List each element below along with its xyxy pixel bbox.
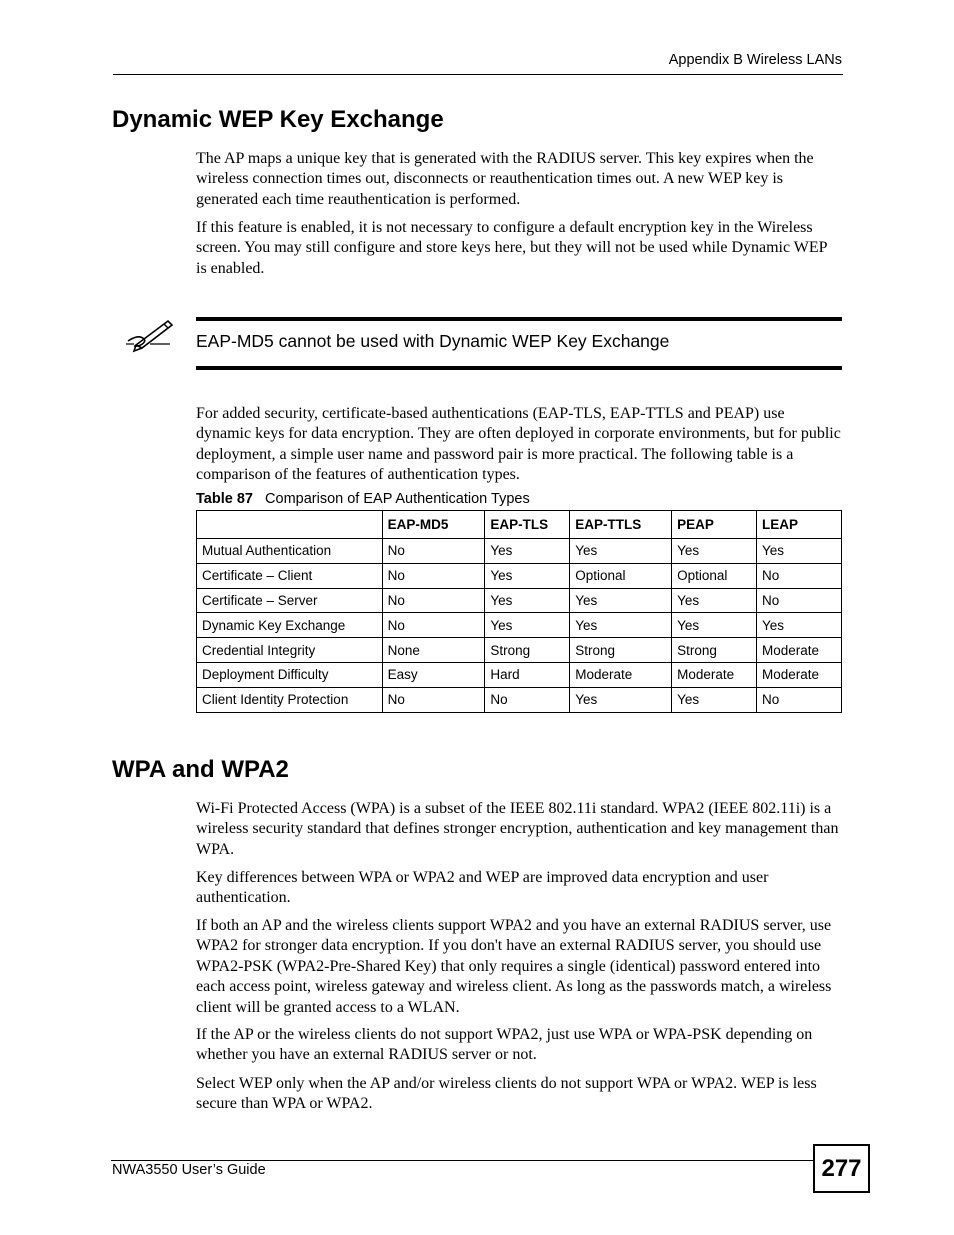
footer-guide-title: NWA3550 User’s Guide [112,1162,266,1178]
paragraph: If the AP or the wireless clients do not support WPA2, just use WPA or WPA-PSK depending on whether you have an external RADIUS server or not. [196,1026,813,1064]
row-label: Certificate – Server [197,588,383,613]
page-number: 277 [813,1144,870,1193]
table-cell: Yes [672,539,757,564]
table-row [197,539,842,564]
table-cell: Yes [485,539,570,564]
table-cell: No [757,563,842,588]
table-cell: Yes [672,687,757,712]
column-header: PEAP [672,511,757,539]
paragraph: The AP maps a unique key that is generated with the RADIUS server. This key expires when the wireless connection times out, disconnects or reauthentication times out. A new WEP key is generated each time reauthentication is performed. [196,150,814,208]
table-cell: None [382,638,485,663]
table-cell: No [382,563,485,588]
table-cell: Yes [570,687,672,712]
pencil-note-icon [124,315,174,353]
row-label: Dynamic Key Exchange [197,613,383,638]
table-header-row [197,511,842,539]
table-row [197,588,842,613]
table-row [197,613,842,638]
column-header: EAP-MD5 [382,511,485,539]
table-row [197,662,842,687]
table-cell: Yes [757,613,842,638]
row-label: Certificate – Client [197,563,383,588]
table-cell: Moderate [757,638,842,663]
table-cell: Yes [570,588,672,613]
table-cell: Strong [485,638,570,663]
eap-comparison-table [196,510,842,713]
table-cell: No [485,687,570,712]
table-cell: No [757,588,842,613]
table-cell: Yes [672,613,757,638]
table-cell: Yes [672,588,757,613]
column-header [197,511,383,539]
table-cell: No [757,687,842,712]
table-cell: No [382,613,485,638]
row-label: Deployment Difficulty [197,662,383,687]
table-cell: Optional [570,563,672,588]
paragraph: Key differences between WPA or WPA2 and WEP are improved data encryption and user authentication. [196,869,769,907]
table-row [197,687,842,712]
footer-rule [111,1160,815,1161]
table-cell: Yes [757,539,842,564]
table-row [197,638,842,663]
paragraph: Wi-Fi Protected Access (WPA) is a subset of the IEEE 802.11i standard. WPA2 (IEEE 802.11i) is a wireless security standard that defines stronger encryption, authentication and key management than WPA. [196,800,839,858]
running-header: Appendix B Wireless LANs [668,52,842,68]
table-caption-title: Comparison of EAP Authentication Types [265,491,530,507]
paragraph: Select WEP only when the AP and/or wireless clients do not support WPA or WPA2. WEP is less secure than WPA or WPA2. [196,1075,817,1113]
table-cell: Yes [570,539,672,564]
table-cell: Yes [570,613,672,638]
table-cell: Moderate [570,662,672,687]
paragraph: If both an AP and the wireless clients support WPA2 and you have an external RADIUS server, use WPA2 for stronger data encryption. If you don't have an external RADIUS server, you should use WPA2-PSK (WPA2-Pre-Shared Key) that only requires a single (identical) password entered into each access point, wireless gateway and wireless client. As long as the passwords match, a wireless client will be granted access to a WLAN. [196,917,832,1016]
table-cell: Moderate [672,662,757,687]
section-title-dynamic-wep: Dynamic WEP Key Exchange [112,106,444,133]
table-cell: Yes [485,613,570,638]
table-cell: Strong [570,638,672,663]
note-rule-top [196,317,842,321]
table-cell: Easy [382,662,485,687]
column-header: LEAP [757,511,842,539]
table-cell: Strong [672,638,757,663]
table-caption [196,491,530,507]
row-label: Mutual Authentication [197,539,383,564]
table-cell: Moderate [757,662,842,687]
table-cell: Yes [485,563,570,588]
paragraph: For added security, certificate-based authentications (EAP-TLS, EAP-TTLS and PEAP) use dynamic keys for data encryption. They are often deployed in corporate environments, but for public deployment, a simple user name and password pair is more practical. The following table is a comparison of the features of authentication types. [196,405,841,484]
note-text: EAP-MD5 cannot be used with Dynamic WEP Key Exchange [196,331,670,351]
table-cell: Hard [485,662,570,687]
header-rule [113,74,843,75]
table-cell: No [382,687,485,712]
table-caption-label: Table 87 [196,491,253,507]
paragraph: If this feature is enabled, it is not necessary to configure a default encryption key in the Wireless screen. You may still configure and store keys here, but they will not be used while Dynamic WEP is enabled. [196,219,827,277]
column-header: EAP-TLS [485,511,570,539]
section-title-wpa: WPA and WPA2 [112,756,289,783]
table-cell: Optional [672,563,757,588]
row-label: Client Identity Protection [197,687,383,712]
column-header: EAP-TTLS [570,511,672,539]
table-cell: Yes [485,588,570,613]
table-cell: No [382,588,485,613]
table-row [197,563,842,588]
row-label: Credential Integrity [197,638,383,663]
table-cell: No [382,539,485,564]
note-rule-bottom [196,366,842,370]
